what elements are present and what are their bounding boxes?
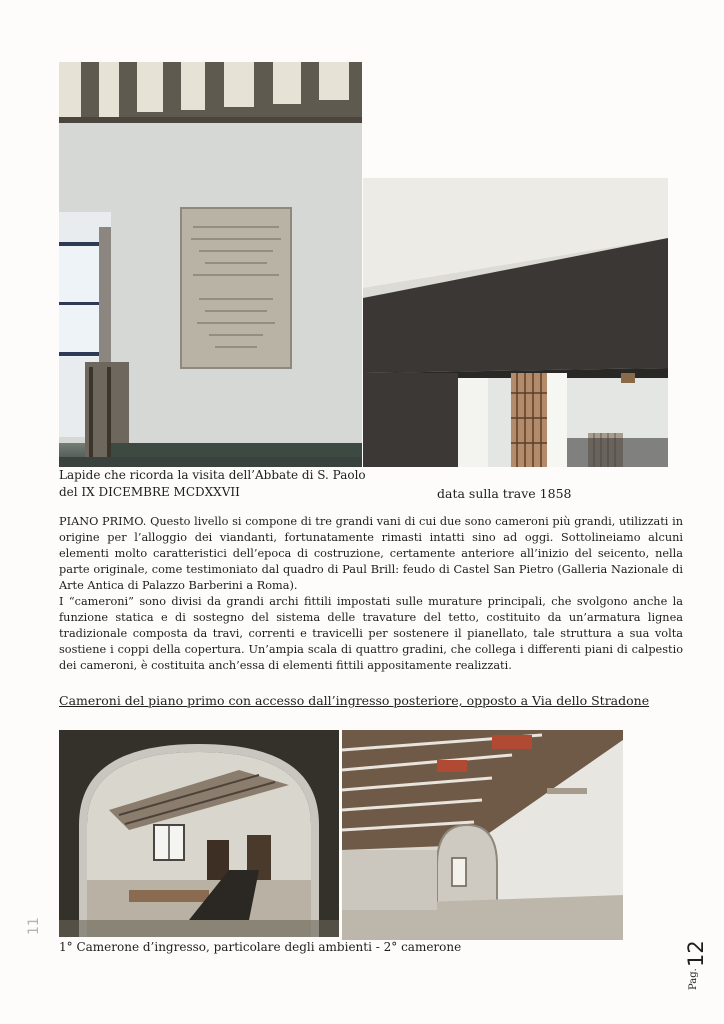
first-hall-photo-drawing [59, 730, 339, 937]
page-number [684, 934, 724, 990]
caption-beam-date: data sulla trave 1858 [437, 486, 572, 501]
photo-first-hall [59, 730, 339, 937]
body-text [59, 514, 683, 674]
beam-photo-drawing [363, 178, 668, 467]
plaque-photo-drawing [59, 62, 362, 467]
margin-mark: 11 [26, 917, 42, 935]
page-number-label: Pag. [688, 968, 699, 990]
photo-dated-beam [363, 178, 668, 467]
second-hall-photo-drawing [342, 730, 623, 940]
caption-plaque-line2: del IX DICEMBRE MCDXXVII [59, 485, 240, 499]
paragraph-piano-primo: PIANO PRIMO. Questo livello si compone di tre grandi vani di cui due sono cameroni più grandi, utilizzati in origine per l’alloggio dei viandanti, fortunatamente rimasti intatti sino ad oggi. Sottolineiamo alcuni elementi molto caratteristici dell’epoca di costruzione, certamente anteriore all’inizio del seicento, nella parte originale, come testimoniato dal quadro di Paul Brill: feudo di Castel San Pietro (Galleria Nazionale di Arte Antica di Palazzo Barberini a Roma). [59, 515, 683, 592]
section-heading: Cameroni del piano primo con accesso dall’ingresso posteriore, opposto a Via dello Stradone [59, 693, 650, 708]
page-number-value: 12 [684, 940, 708, 967]
caption-halls: 1° Camerone d’ingresso, particolare degli ambienti - 2° camerone [59, 940, 462, 954]
photo-second-hall [342, 730, 623, 940]
photo-memorial-plaque [59, 62, 362, 467]
caption-plaque-line1: Lapide che ricorda la visita dell’Abbate di S. Paolo [59, 468, 366, 482]
paragraph-cameroni: I “cameroni” sono divisi da grandi archi fittili impostati sulle murature principali, che svolgono anche la funzione statica e di sostegno del sistema delle travature del tetto, costituito da un’armatura lignea tradizionale composta da travi, correnti e travicelli per sostenere il pianellato, tale struttura a sua volta sostiene i coppi della copertura. Un’ampia scala di quattro gradini, che collega i differenti piani di calpestio dei cameroni, è costituita anch’essa di elementi fittili appositamente realizzati. [59, 595, 683, 672]
